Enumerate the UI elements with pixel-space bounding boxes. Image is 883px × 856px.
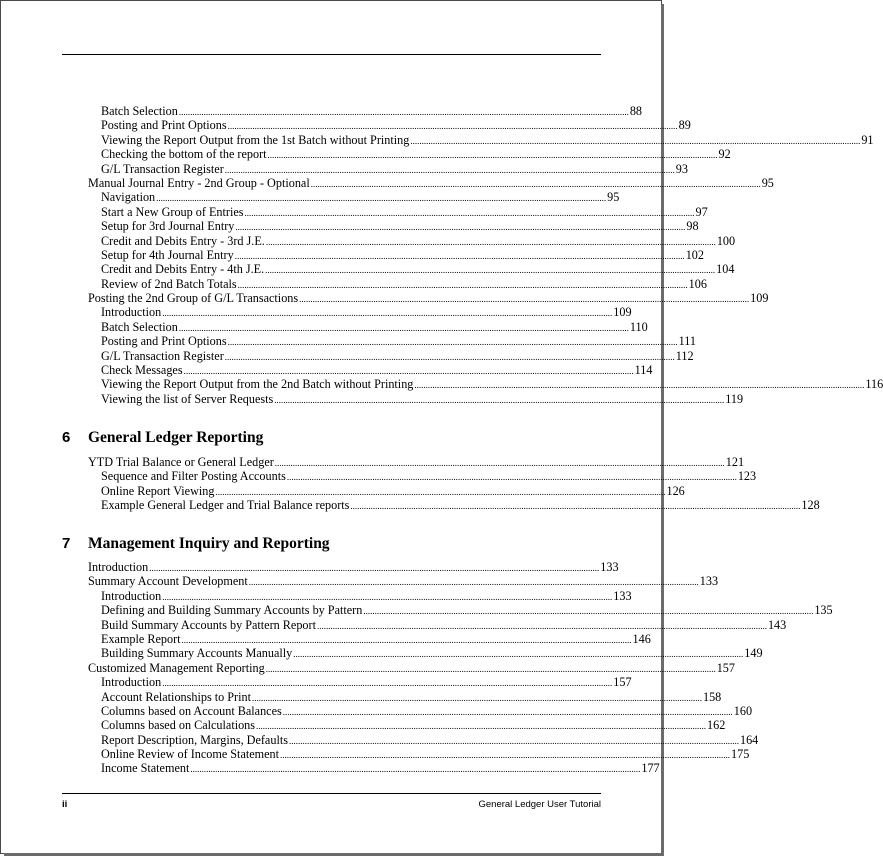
toc-entry-title: Example Report xyxy=(101,631,181,646)
toc-entry[interactable] xyxy=(88,747,750,762)
chapter-number: 6 xyxy=(62,429,71,446)
toc-entry-title: Columns based on Account Balances xyxy=(101,703,282,718)
toc-entry-title: Setup for 4th Journal Entry xyxy=(101,247,234,262)
toc-entry[interactable] xyxy=(88,646,763,661)
toc-dot-leader: ........................................................................................................................................................................................................ xyxy=(183,366,634,377)
toc-entry-title: Posting the 2nd Group of G/L Transactions xyxy=(88,291,299,306)
toc-dot-leader: ........................................................................................................................................................................................................ xyxy=(414,380,865,391)
toc-entry-title: Introduction xyxy=(88,560,149,574)
toc-entry-title: Report Description, Margins, Defaults xyxy=(101,732,288,747)
toc-entry-page: 95 xyxy=(761,175,774,190)
toc-dot-leader: ........................................................................................................................................................................................................ xyxy=(227,337,678,348)
toc-entry[interactable] xyxy=(88,455,745,469)
toc-entry-page: 133 xyxy=(699,574,719,589)
toc-entry[interactable] xyxy=(88,219,699,234)
toc-dot-leader: ........................................................................................................................................................................................................ xyxy=(288,735,739,746)
toc-entry-title: Example General Ledger and Trial Balance reports xyxy=(101,498,350,513)
toc-dot-leader: ........................................................................................................................................................................................................ xyxy=(162,678,613,689)
toc-entry-title: Navigation xyxy=(101,190,156,205)
toc-entry-title: Online Review of Income Statement xyxy=(101,747,280,762)
toc-entry-title: Credit and Debits Entry - 3rd J.E. xyxy=(101,233,265,248)
toc-entry-title: Viewing the Report Output from the 1st Batch without Printing xyxy=(101,132,410,147)
toc-entry[interactable] xyxy=(88,104,643,118)
toc-dot-leader: ........................................................................................................................................................................................................ xyxy=(224,164,675,175)
toc-dot-leader: ........................................................................................................................................................................................................ xyxy=(162,308,613,319)
toc-entry-page: 100 xyxy=(716,233,736,248)
toc-entry-page: 135 xyxy=(814,603,833,618)
toc-entry[interactable] xyxy=(88,348,694,363)
toc-entry-title: YTD Trial Balance or General Ledger xyxy=(88,455,274,469)
toc-entry-title: Batch Selection xyxy=(101,319,178,334)
toc-entry[interactable] xyxy=(88,617,787,632)
toc-entry[interactable] xyxy=(88,732,759,747)
toc-dot-leader: ........................................................................................................................................................................................................ xyxy=(235,222,686,233)
toc-entry-page: 157 xyxy=(716,660,735,675)
toc-entry-page: 177 xyxy=(641,761,660,776)
toc-entry[interactable] xyxy=(88,291,769,306)
toc-entry-page: 133 xyxy=(600,560,619,574)
toc-entry[interactable] xyxy=(88,660,735,675)
chapter-heading-7 xyxy=(62,535,330,553)
chapter-title: Management Inquiry and Reporting xyxy=(88,535,330,552)
toc-entry-title: Defining and Building Summary Accounts by Pattern xyxy=(101,603,363,618)
toc-entry[interactable] xyxy=(88,118,691,133)
toc-dot-leader: ........................................................................................................................................................................................................ xyxy=(350,501,801,512)
toc-dot-leader: ........................................................................................................................................................................................................ xyxy=(274,394,725,405)
toc-entry[interactable] xyxy=(88,262,735,277)
toc-dot-leader: ........................................................................................................................................................................................................ xyxy=(282,706,733,717)
toc-dot-leader: ........................................................................................................................................................................................................ xyxy=(265,663,716,674)
toc-entry[interactable] xyxy=(88,377,883,392)
toc-entry-page: 123 xyxy=(737,469,757,484)
toc-entry-page: 106 xyxy=(688,276,707,291)
toc-entry-title: Viewing the list of Server Requests xyxy=(101,391,274,406)
toc-dot-leader: ........................................................................................................................................................................................................ xyxy=(227,121,678,132)
toc-dot-leader: ........................................................................................................................................................................................................ xyxy=(410,135,861,146)
toc-entry-page: 133 xyxy=(613,588,632,603)
toc-entry-page: 104 xyxy=(716,262,735,277)
toc-entry[interactable] xyxy=(88,689,722,704)
toc-entry-page: 92 xyxy=(718,147,731,162)
toc-dot-leader: ........................................................................................................................................................................................................ xyxy=(310,178,761,189)
toc-entry[interactable] xyxy=(88,498,820,513)
toc-dot-leader: ........................................................................................................................................................................................................ xyxy=(181,634,632,645)
toc-entry-title: Batch Selection xyxy=(101,104,178,118)
toc-entry[interactable] xyxy=(88,703,753,718)
toc-chapter-6 xyxy=(88,455,820,513)
toc-entry[interactable] xyxy=(88,603,833,618)
toc-entry-page: 157 xyxy=(613,675,632,690)
toc-entry-page: 119 xyxy=(725,391,744,406)
toc-entry-title: Posting and Print Options xyxy=(101,334,227,349)
toc-entry[interactable] xyxy=(88,319,648,334)
toc-entry-page: 93 xyxy=(675,161,688,176)
toc-entry-title: Credit and Debits Entry - 4th J.E. xyxy=(101,262,265,277)
toc-entry-title: Checking the bottom of the report xyxy=(101,147,267,162)
toc-entry[interactable] xyxy=(88,560,619,574)
toc-entry[interactable] xyxy=(88,718,726,733)
toc-dot-leader: ........................................................................................................................................................................................................ xyxy=(363,606,814,617)
toc-entry-title: Build Summary Accounts by Pattern Report xyxy=(101,617,316,632)
toc-entry-page: 88 xyxy=(629,104,643,118)
chapter-number: 7 xyxy=(62,535,71,552)
toc-entry-page: 149 xyxy=(744,646,763,661)
toc-entry[interactable] xyxy=(88,204,708,219)
toc-dot-leader: ........................................................................................................................................................................................................ xyxy=(244,207,695,218)
toc-dot-leader: ........................................................................................................................................................................................................ xyxy=(265,265,716,276)
toc-entry-page: 175 xyxy=(731,747,750,762)
toc-entry[interactable] xyxy=(88,761,660,776)
toc-entry[interactable] xyxy=(88,161,688,176)
toc-entry[interactable] xyxy=(88,675,632,690)
toc-entry[interactable] xyxy=(88,190,620,205)
toc-entry[interactable] xyxy=(88,631,651,646)
toc-entry[interactable] xyxy=(88,147,731,162)
toc-dot-leader: ........................................................................................................................................................................................................ xyxy=(299,294,750,305)
toc-entry-title: Building Summary Accounts Manually xyxy=(101,646,293,661)
toc-entry-title: Summary Account Development xyxy=(88,574,248,589)
toc-entry-title: Review of 2nd Batch Totals xyxy=(101,276,237,291)
toc-entry-page: 126 xyxy=(666,483,685,498)
toc-entry-page: 158 xyxy=(702,689,722,704)
toc-dot-leader: ........................................................................................................................................................................................................ xyxy=(156,193,607,204)
toc-entry-title: Viewing the Report Output from the 2nd Batch without Printing xyxy=(101,377,414,392)
toc-entry[interactable] xyxy=(88,483,685,498)
header-rule xyxy=(62,54,601,55)
toc-entry-page: 111 xyxy=(678,334,697,349)
toc-dot-leader: ........................................................................................................................................................................................................ xyxy=(251,692,702,703)
toc-entry-title: Introduction xyxy=(101,675,162,690)
toc-dot-leader: ........................................................................................................................................................................................................ xyxy=(256,721,707,732)
toc-entry-title: Customized Management Reporting xyxy=(88,660,265,675)
toc-entry-page: 91 xyxy=(861,132,874,147)
toc-entry-title: Account Relationships to Print xyxy=(101,689,251,704)
toc-entry-title: Setup for 3rd Journal Entry xyxy=(101,219,235,234)
toc-entry-title: Columns based on Calculations xyxy=(101,718,256,733)
toc-dot-leader: ........................................................................................................................................................................................................ xyxy=(190,764,641,775)
toc-dot-leader: ........................................................................................................................................................................................................ xyxy=(316,620,767,631)
toc-entry-page: 110 xyxy=(629,319,648,334)
toc-entry-page: 89 xyxy=(678,118,691,133)
toc-section-continued xyxy=(88,104,883,406)
toc-dot-leader: ........................................................................................................................................................................................................ xyxy=(178,107,629,117)
footer-page-number: ii xyxy=(62,799,68,810)
toc-entry[interactable] xyxy=(88,233,736,248)
toc-entry-page: 146 xyxy=(632,631,651,646)
toc-entry-page: 95 xyxy=(607,190,620,205)
toc-entry-title: Sequence and Filter Posting Accounts xyxy=(101,469,286,484)
toc-dot-leader: ........................................................................................................................................................................................................ xyxy=(178,322,629,333)
footer-rule xyxy=(62,793,601,794)
toc-entry-page: 160 xyxy=(733,703,753,718)
toc-entry-title: Check Messages xyxy=(101,363,183,378)
toc-entry[interactable] xyxy=(88,363,653,378)
toc-entry-title: Introduction xyxy=(101,305,162,320)
toc-entry[interactable] xyxy=(88,247,704,262)
toc-dot-leader: ........................................................................................................................................................................................................ xyxy=(149,563,600,573)
footer-document-title: General Ledger User Tutorial xyxy=(478,799,601,810)
toc-entry[interactable] xyxy=(88,334,697,349)
toc-dot-leader: ........................................................................................................................................................................................................ xyxy=(224,351,675,362)
toc-dot-leader: ........................................................................................................................................................................................................ xyxy=(162,591,613,602)
toc-entry-title: Start a New Group of Entries xyxy=(101,204,244,219)
toc-entry-page: 109 xyxy=(613,305,632,320)
toc-entry[interactable] xyxy=(88,276,707,291)
toc-entry[interactable] xyxy=(88,305,632,320)
toc-dot-leader: ........................................................................................................................................................................................................ xyxy=(265,236,716,247)
toc-entry-title: Introduction xyxy=(101,588,162,603)
toc-dot-leader: ........................................................................................................................................................................................................ xyxy=(248,577,699,588)
toc-dot-leader: ........................................................................................................................................................................................................ xyxy=(280,750,731,761)
toc-entry[interactable] xyxy=(88,574,719,589)
toc-dot-leader: ........................................................................................................................................................................................................ xyxy=(234,250,685,261)
toc-dot-leader: ........................................................................................................................................................................................................ xyxy=(237,279,688,290)
toc-entry-page: 109 xyxy=(750,291,769,306)
toc-dot-leader: ........................................................................................................................................................................................................ xyxy=(267,150,718,161)
toc-entry[interactable] xyxy=(88,391,744,406)
toc-entry-page: 128 xyxy=(801,498,820,513)
toc-chapter-7 xyxy=(88,560,833,776)
toc-entry-title: Income Statement xyxy=(101,761,190,776)
toc-entry-page: 98 xyxy=(686,219,699,234)
toc-entry-title: G/L Transaction Register xyxy=(101,161,224,176)
toc-entry-page: 97 xyxy=(695,204,708,219)
toc-entry-page: 143 xyxy=(767,617,787,632)
toc-entry-page: 116 xyxy=(865,377,883,392)
toc-entry-title: G/L Transaction Register xyxy=(101,348,224,363)
chapter-heading-6 xyxy=(62,429,263,447)
toc-dot-leader: ........................................................................................................................................................................................................ xyxy=(274,458,725,468)
toc-dot-leader: ........................................................................................................................................................................................................ xyxy=(215,486,666,497)
toc-entry-page: 121 xyxy=(725,455,745,469)
toc-entry[interactable] xyxy=(88,588,632,603)
toc-entry[interactable] xyxy=(88,132,874,147)
toc-entry[interactable] xyxy=(88,469,757,484)
toc-dot-leader: ........................................................................................................................................................................................................ xyxy=(286,472,737,483)
toc-entry-page: 162 xyxy=(707,718,726,733)
toc-entry-page: 164 xyxy=(739,732,759,747)
toc-entry-page: 112 xyxy=(675,348,694,363)
toc-entry-page: 114 xyxy=(634,363,653,378)
toc-entry-title: Posting and Print Options xyxy=(101,118,227,133)
toc-dot-leader: ........................................................................................................................................................................................................ xyxy=(293,649,744,660)
toc-entry-title: Online Report Viewing xyxy=(101,483,215,498)
chapter-title: General Ledger Reporting xyxy=(88,429,264,446)
toc-entry-page: 102 xyxy=(685,247,704,262)
toc-entry-title: Manual Journal Entry - 2nd Group - Optional xyxy=(88,175,310,190)
toc-entry[interactable] xyxy=(88,175,774,190)
